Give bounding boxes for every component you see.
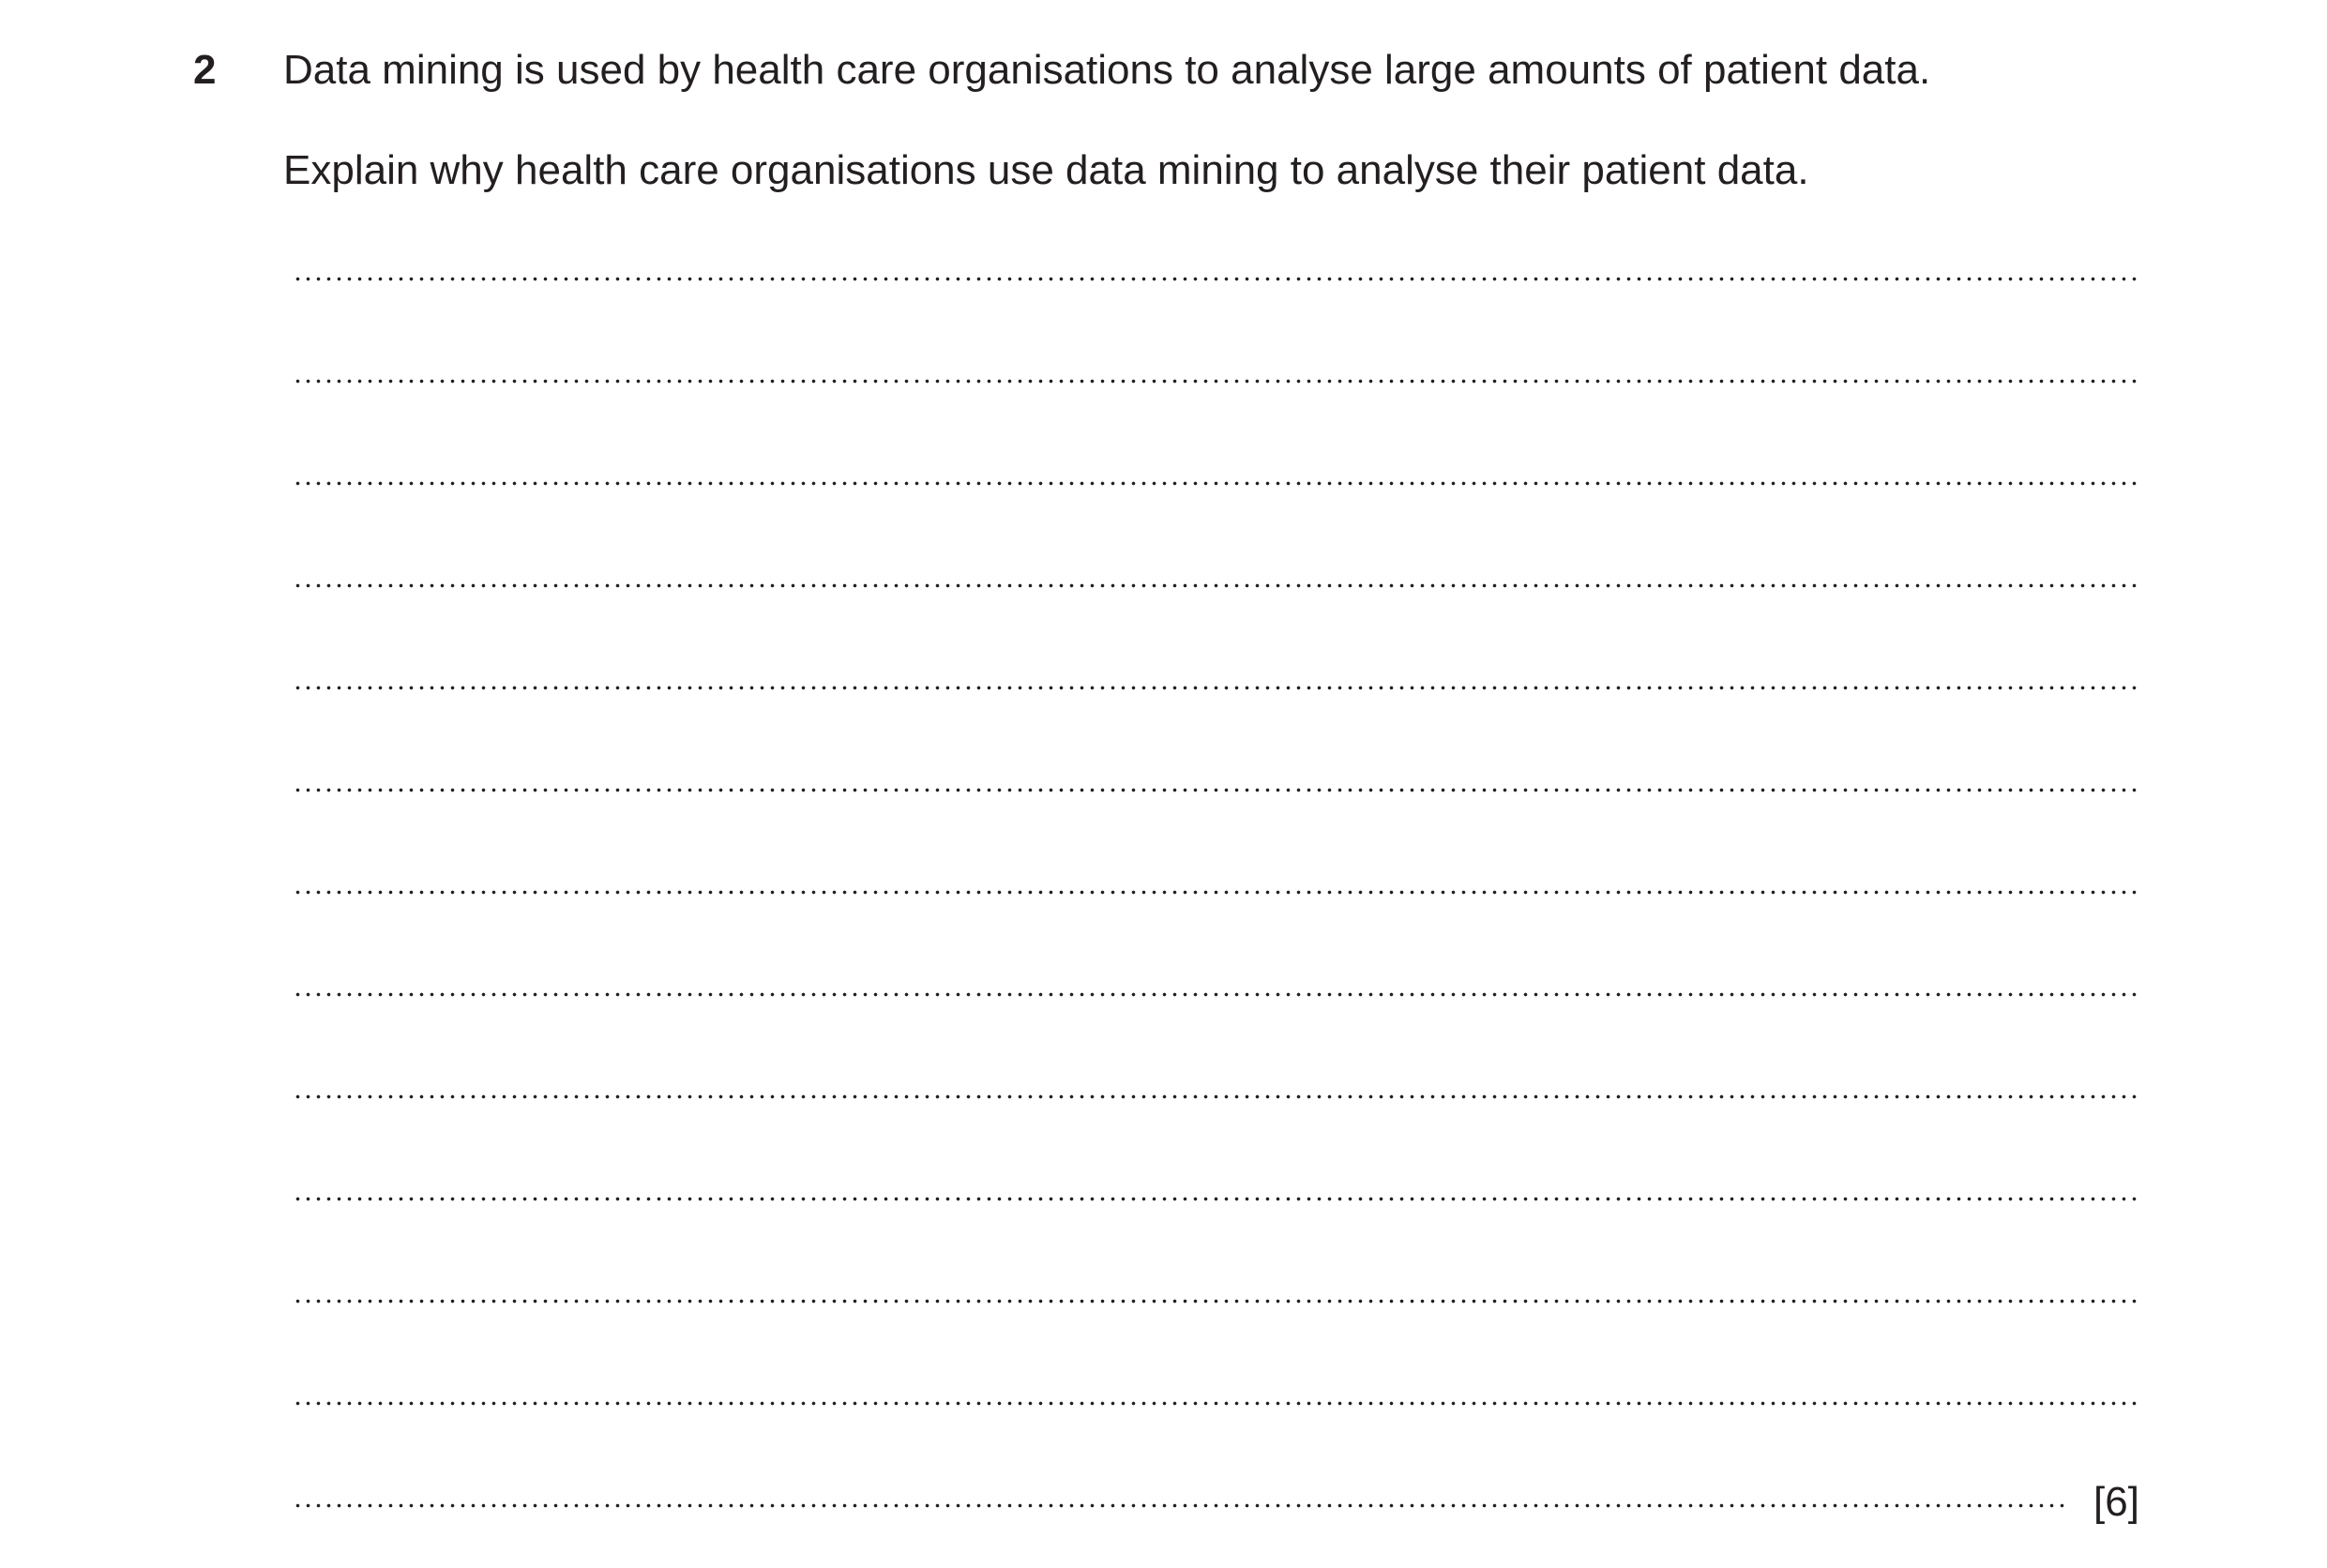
question-number: 2 — [193, 47, 217, 93]
answer-line[interactable] — [293, 1503, 2065, 1508]
answer-line[interactable] — [293, 788, 2138, 792]
answer-line[interactable] — [293, 481, 2138, 486]
answer-line[interactable] — [293, 992, 2138, 997]
answer-line[interactable] — [293, 1094, 2138, 1099]
answer-line[interactable] — [293, 379, 2138, 384]
answer-line[interactable] — [293, 277, 2138, 281]
answer-line[interactable] — [293, 890, 2138, 895]
marks-available: [6] — [2093, 1479, 2139, 1525]
answer-line[interactable] — [293, 1401, 2138, 1406]
answer-line[interactable] — [293, 686, 2138, 690]
answer-line[interactable] — [293, 1299, 2138, 1304]
answer-area[interactable] — [293, 0, 2138, 1568]
answer-line[interactable] — [293, 1197, 2138, 1201]
question-prompt: Explain why health care organisations use data mining to analyse their patient data. — [283, 147, 1809, 193]
answer-line[interactable] — [293, 583, 2138, 588]
question-stem: Data mining is used by health care organisations to analyse large amounts of patient data. — [283, 47, 1931, 93]
